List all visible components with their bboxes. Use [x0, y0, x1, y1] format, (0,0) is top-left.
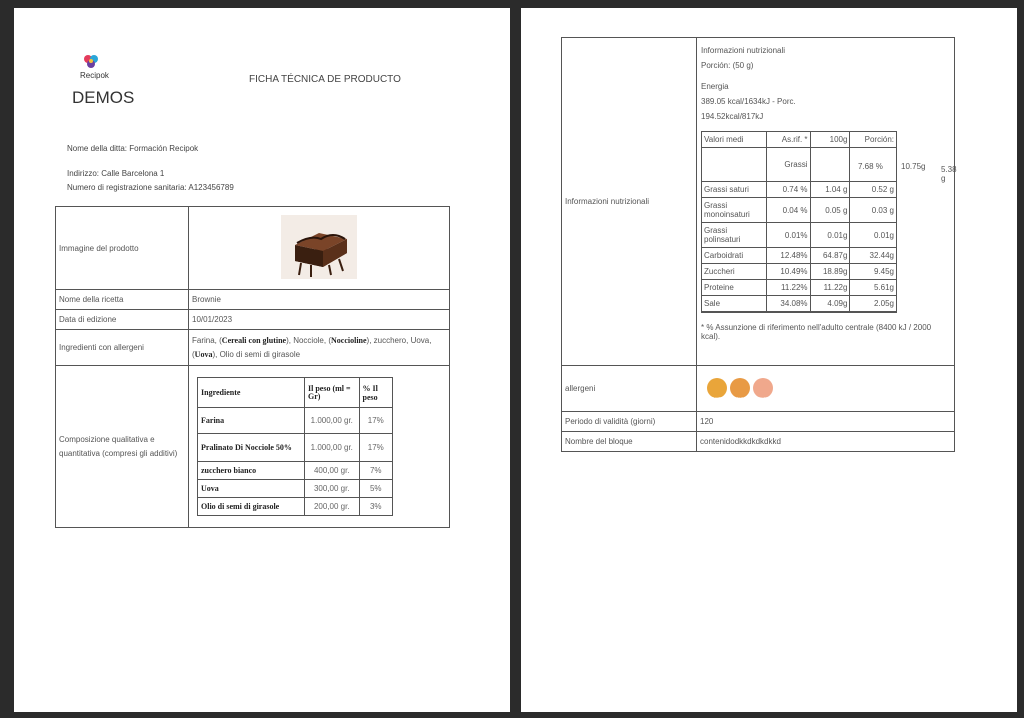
table-row: Grassi polinsaturi 0.01% 0.01g 0.01g [702, 223, 897, 248]
validity-value: 120 [697, 412, 955, 432]
logo-text: Recipok [80, 71, 109, 80]
col-weight: Il peso (ml = Gr) [305, 378, 360, 408]
table-row: Uova 300,00 gr. 5% [198, 480, 393, 498]
document-page-2 [521, 8, 1017, 712]
nutrition-title: Informazioni nutrizionali [701, 46, 786, 55]
energy-line-2: 194.52kcal/817kJ [701, 112, 764, 121]
table-row: Farina 1.000,00 gr. 17% [198, 408, 393, 434]
recipe-label: Nome della ricetta [56, 290, 189, 310]
gluten-icon: GLUTEN [707, 378, 727, 398]
table-row: Proteine 11.22% 11.22g 5.61g [702, 280, 897, 296]
energy-line-1: 389.05 kcal/1634kJ - Porc. [701, 97, 796, 106]
ingredients-table [197, 377, 393, 516]
table-row: Grassi [702, 148, 897, 182]
brownie-image [281, 215, 357, 279]
table-row: Grassi saturi 0.74 % 1.04 g 0.52 g [702, 182, 897, 198]
validity-label: Periodo di validità (giorni) [562, 412, 697, 432]
document-page-1 [14, 8, 510, 712]
date-label: Data di edizione [56, 310, 189, 330]
allergens-label: allergeni [562, 366, 697, 412]
block-label: Nombre del bloque [562, 432, 697, 452]
table-row: Sale 34.08% 4.09g 2.05g [702, 296, 897, 312]
table-row: Pralinato Di Nocciole 50% 1.000,00 gr. 17% [198, 434, 393, 462]
fat-per-portion: 5.38 g [941, 165, 957, 183]
table-row: zucchero bianco 400,00 gr. 7% [198, 462, 393, 480]
company-name: Nome della ditta: Formación Recipok [67, 144, 199, 153]
col-ingredient: Ingrediente [198, 378, 305, 408]
table-row: Carboidrati 12.48% 64.87g 32.44g [702, 248, 897, 264]
allergen-ingredients-label: Ingredienti con allergeni [56, 330, 189, 366]
fat-per-100g: 10.75g [901, 162, 926, 171]
brand-name: DEMOS [72, 88, 135, 107]
col-percent: % Il peso [359, 378, 392, 408]
table-row: Zuccheri 10.49% 18.89g 9.45g [702, 264, 897, 280]
allergen-ingredients-value: Farina, (Cereali con glutine), Nocciole, (Noccioline), zucchero, Uova, (Uova), Olio di semi di girasole [189, 330, 450, 366]
fat-percent: 7.68 % [858, 162, 883, 171]
nutrition-label: Informazioni nutrizionali [562, 38, 697, 366]
document-title: FICHA TÉCNICA DE PRODUCTO [249, 74, 401, 85]
nutrition-values-table: Valori medi As.rif. * 100g Porción: Grassi Grassi saturi 0.74 % 1.04 g 0.52 g Grassi monoinsaturi 0.04 % 0.05 g 0.03 g Grassi polinsaturi 0.01% 0.01g 0.01g Carboidrati 12.48% 64.87g 32.44g Zuccheri 10.49% 18.89g 9.45g Proteine 11.22% 11.22g 5.61g Sale 34.08% 4.09g 2.05g [701, 131, 897, 313]
date-value: 10/01/2023 [189, 310, 450, 330]
composition-label: Composizione qualitativa e quantitativa (compresi gli additivi) [56, 366, 189, 528]
block-value: contenidodkkdkdkdkkd [697, 432, 955, 452]
company-address: Indirizzo: Calle Barcelona 1 [67, 169, 165, 178]
eggs-icon: EGG [730, 378, 750, 398]
energy-label: Energia [701, 82, 729, 91]
portion-size: Porción: (50 g) [701, 61, 754, 70]
nutrition-table [561, 37, 955, 452]
recipok-logo-icon [81, 52, 101, 72]
registration-number: Numero di registrazione sanitaria: A123456789 [67, 183, 234, 192]
recipe-value: Brownie [189, 290, 450, 310]
table-row: Olio di semi di girasole 200,00 gr. 3% [198, 498, 393, 516]
footnote: * % Assunzione di riferimento nell'adulto centrale (8400 kJ / 2000 kcal). [701, 323, 932, 341]
product-table [55, 206, 450, 528]
nuts-icon: NUTS [753, 378, 773, 398]
image-label: Immagine del prodotto [56, 207, 189, 290]
table-row: Grassi monoinsaturi 0.04 % 0.05 g 0.03 g [702, 198, 897, 223]
